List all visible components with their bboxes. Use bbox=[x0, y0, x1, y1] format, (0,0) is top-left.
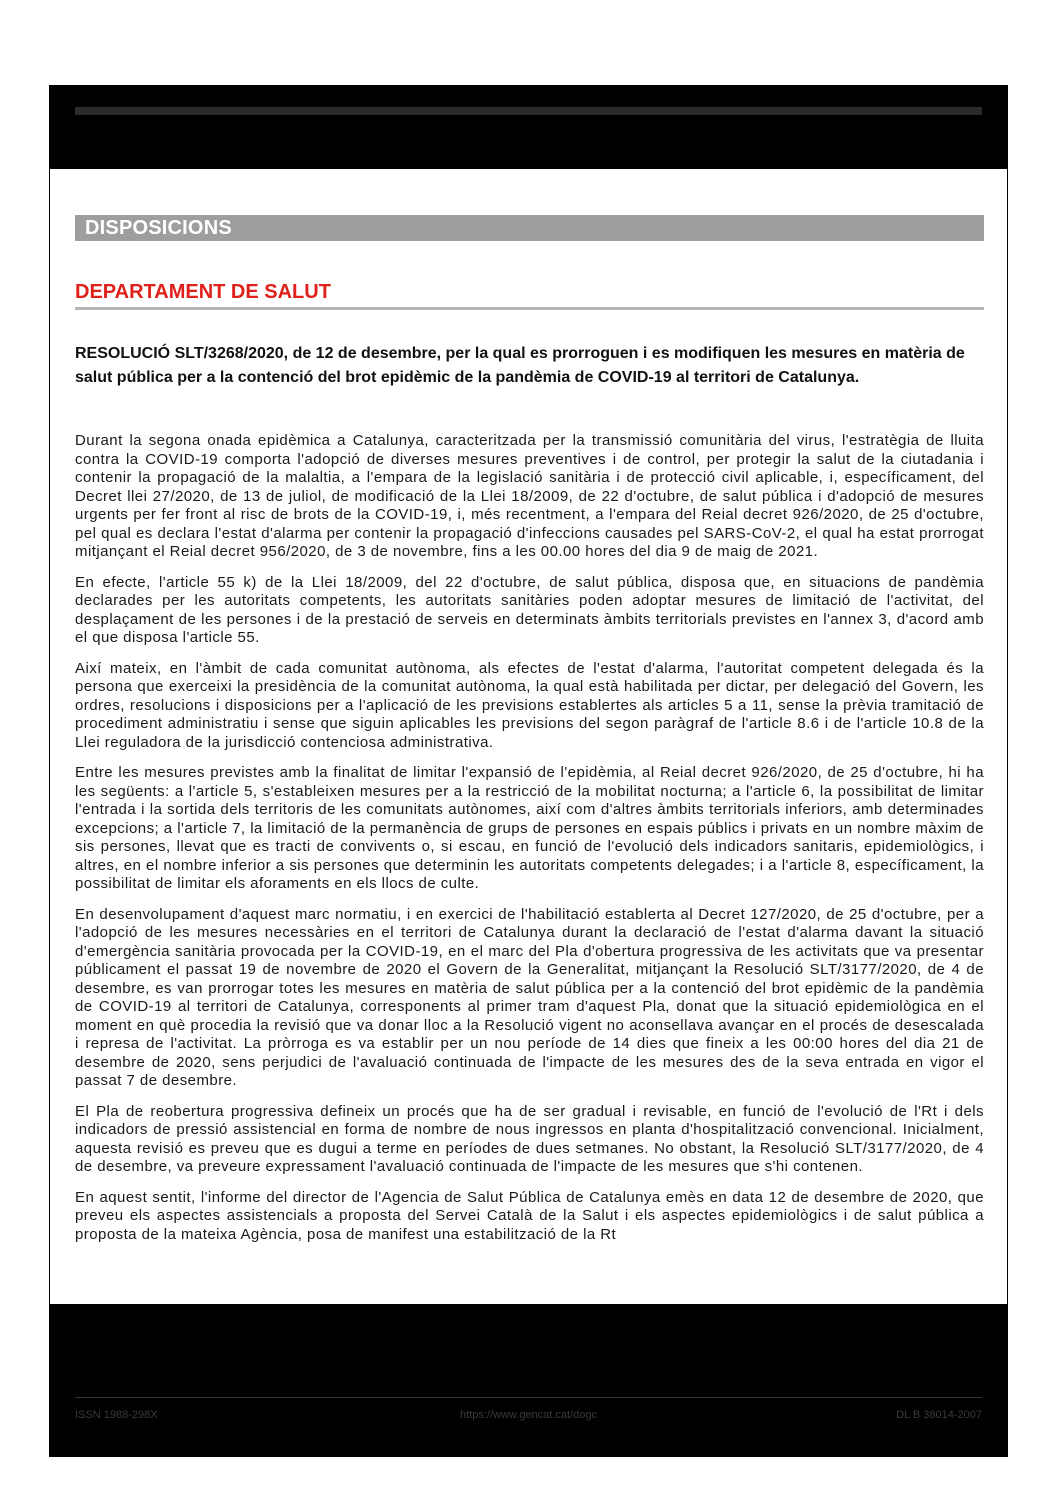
footer bbox=[75, 1409, 982, 1425]
paragraph: Entre les mesures previstes amb la finalitat de limitar l'expansió de l'epidèmia, al Reial decret 926/2020, de 25 d'octubre, hi ha les següents: a l'article 5, s'estableixen mesures per a la restricció de la mobilitat nocturna; a l'article 6, la possibilitat de limitar l'entrada i la sortida dels territoris de les comunitats autònomes, així com d'altres àmbits territorials inferiors, amb determinades excepcions; a l'article 7, la limitació de la permanència de grups de persones en espais públics i privats en un nombre màxim de sis persones, llevat que es tracti de convivents o, si escau, en funció de l'evolució dels indicadors sanitaris, epidemiològics, i altres, en el nombre inferior a sis persones que determinin les autoritats competents delegades; i a l'article 8, específicament, la possibilitat de limitar els aforaments en els llocs de culte. bbox=[75, 764, 984, 892]
header-band bbox=[50, 85, 1007, 169]
section-bar bbox=[75, 215, 984, 241]
footer-legal-deposit: DL B 38014-2007 bbox=[896, 1409, 982, 1421]
footer-issn: ISSN 1988-298X bbox=[75, 1409, 158, 1421]
section-title: DISPOSICIONS bbox=[85, 217, 232, 239]
page-frame bbox=[49, 85, 1008, 1457]
resolution-title: RESOLUCIÓ SLT/3268/2020, de 12 de desembre, per la qual es prorroguen i es modifiquen les mesures en matèria de salut pública per a la contenció del brot epidèmic de la pandèmia de COVID-19 al territori de Catalunya. bbox=[75, 345, 965, 386]
paragraph: Durant la segona onada epidèmica a Catalunya, caracteritzada per la transmissió comunitària del virus, l'estratègia de lluita contra la COVID-19 comporta l'adopció de diverses mesures preventives i de control, per protegir la salut de la ciutadania i contenir la propagació de la malaltia, a l'empara de la legislació sanitària i de protecció civil aplicable, i, específicament, del Decret llei 27/2020, de 13 de juliol, de modificació de la Llei 18/2009, de 22 d'octubre, de salut pública i d'adopció de mesures urgents per fer front al risc de brots de la COVID-19, i, més recentment, a l'empara del Reial decret 926/2020, de 25 d'octubre, pel qual es declara l'estat d'alarma per contenir la propagació d'infeccions causades pel SARS-CoV-2, el qual ha estat prorrogat mitjançant el Reial decret 956/2020, de 3 de novembre, fins a les 00.00 hores del dia 9 de maig de 2021. bbox=[75, 432, 984, 560]
paragraph: En desenvolupament d'aquest marc normatiu, i en exercici de l'habilitació establerta al Decret 127/2020, de 25 d'octubre, per a l'adopció de les mesures necessàries en el territori de Catalunya durant la declaració de l'estat d'alarma davant la situació d'emergència sanitària provocada per la COVID-19, en el marc del Pla d'obertura progressiva de les activitats que va presentar públicament el passat 19 de novembre de 2020 el Govern de la Generalitat, mitjançant la Resolució SLT/3177/2020, de 4 de desembre, es van prorrogar totes les mesures en matèria de salut pública per a la contenció del brot epidèmic de la pandèmia de COVID-19 al territori de Catalunya, corresponents al primer tram d'aquest Pla, donat que la situació epidemiològica en el moment en què procedia la revisió que va donar lloc a la Resolució vigent no aconsellava avançar en el procés de desescalada i represa de l'activitat. La pròrroga es va establir per un nou període de 14 dies que fineix a les 00:00 hores del dia 21 de desembre de 2020, sens perjudici de l'avaluació continuada de l'impacte de les mesures des de la seva entrada en vigor el passat 7 de desembre. bbox=[75, 905, 984, 1089]
paragraph: El Pla de reobertura progressiva defineix un procés que ha de ser gradual i revisable, en funció de l'evolució de l'Rt i dels indicadors de pressió assistencial en forma de nombre de nous ingressos en planta d'hospitalització convencional. Inicialment, aquesta revisió es preveu que es dugui a terme en períodes de dues setmanes. No obstant, la Resolució SLT/3177/2020, de 4 de desembre, va preveure expressament l'avaluació continuada de l'impacte de les mesures que s'hi contenen. bbox=[75, 1102, 984, 1175]
paragraph: En aquest sentit, l'informe del director de l'Agencia de Salut Pública de Catalunya emès en data 12 de desembre de 2020, que preveu els aspectes assistencials a proposta del Servei Català de la Salut i els aspectes epidemiològics i de salut pública a proposta de la mateixa Agència, posa de manifest una estabilització de la Rt bbox=[75, 1188, 984, 1243]
footer-url[interactable]: https://www.gencat.cat/dogc bbox=[460, 1409, 597, 1421]
paragraph: En efecte, l'article 55 k) de la Llei 18/2009, del 22 d'octubre, de salut pública, disposa que, en situacions de pandèmia declarades per les autoritats competents, les autoritats sanitàries poden adoptar mesures de limitació de l'activitat, del desplaçament de les persones i de la prestació de serveis en determinats àmbits territorials previstes en l'annex 3, d'acord amb el que disposa l'article 55. bbox=[75, 573, 984, 646]
body-text bbox=[75, 432, 984, 1256]
footer-band bbox=[50, 1304, 1007, 1457]
paragraph: Així mateix, en l'àmbit de cada comunitat autònoma, als efectes de l'estat d'alarma, l'autoritat competent delegada és la persona que exerceixi la presidència de la comunitat autònoma, la qual està habilitada per dictar, per delegació del Govern, les ordres, resolucions i disposicions per a l'aplicació de les previsions establertes als articles 5 a 11, sense la prèvia tramitació de procediment administratiu i sense que siguin aplicables les previsions del segon paràgraf de l'article 8.6 i de l'article 10.8 de la Llei reguladora de la jurisdicció contenciosa administrativa. bbox=[75, 659, 984, 751]
header-rule bbox=[75, 107, 982, 115]
department-title: DEPARTAMENT DE SALUT bbox=[75, 281, 984, 310]
footer-rule bbox=[75, 1397, 982, 1398]
